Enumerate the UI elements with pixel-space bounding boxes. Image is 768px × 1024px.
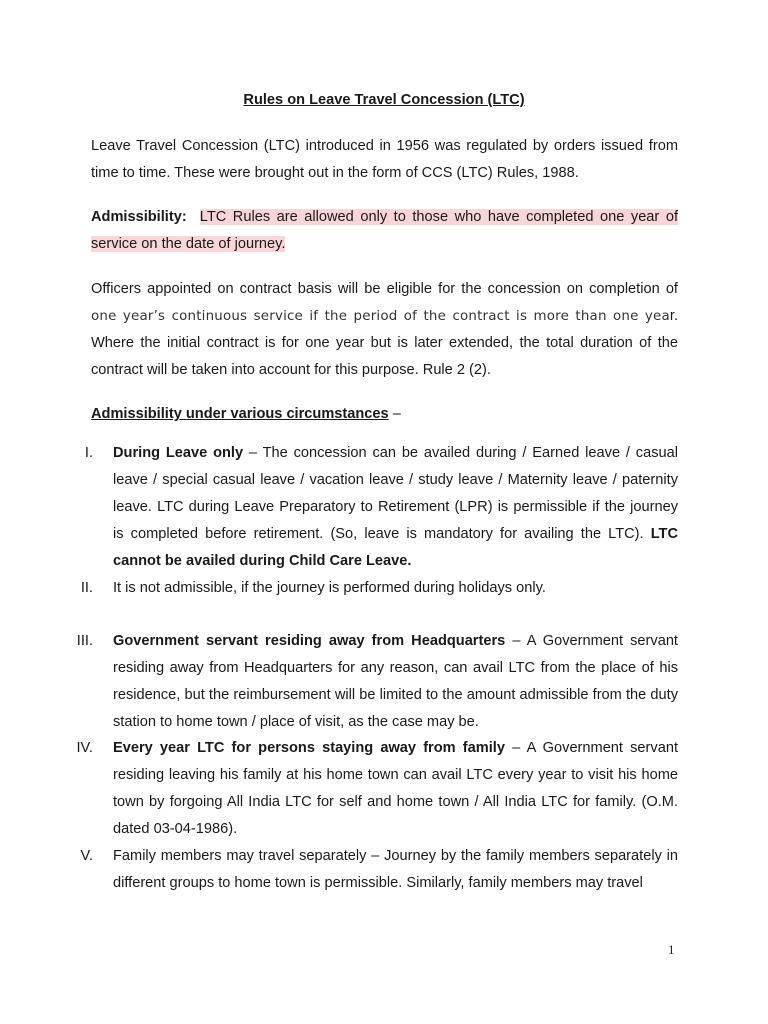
list-item-body: [113, 440, 678, 575]
list-item-bold: During Leave only: [113, 445, 244, 461]
list-item-bold: Every year LTC for persons staying away from family: [113, 740, 505, 756]
list-item-number: IV.: [76, 740, 93, 756]
list-item-number: II.: [80, 580, 93, 596]
circumstances-heading: [91, 401, 678, 428]
list-item-number: I.: [84, 445, 93, 461]
admissibility-highlight: LTC Rules are allowed only to those who have completed one year of service on the date of journey.: [91, 209, 678, 252]
page-title: Rules on Leave Travel Concession (LTC): [243, 92, 525, 108]
circumstances-heading-text: Admissibility under various circumstances: [91, 406, 389, 422]
admissibility-paragraph: [91, 204, 678, 258]
list-item-body: [113, 628, 678, 736]
list-item-number: V.: [80, 848, 93, 864]
list-item-text: – A Government servant residing away from Headquarters for any reason, can avail LTC from the place of his residence, but the reimbursement will be limited to the amount admissible from the duty station to home town / place of visit, as the case may be.: [113, 633, 678, 730]
list-item-body: [113, 735, 678, 843]
list-item-text: – The concession can be availed during / Earned leave / casual leave / special casual leave / vacation leave / study leave / Maternity leave / paternity leave. LTC during Leave Preparatory to Retirement (LPR) is permissible if the journey is completed before retirement. (So, leave is mandatory for availing the LTC).: [113, 445, 678, 542]
list-item-text: – A Government servant residing leaving his family at his home town can avail LTC every year to visit his home town by forgoing All India LTC for self and home town / All India LTC for family. (O.M. dated 03-04-1986).: [113, 740, 678, 837]
list-item-bold: Government servant residing away from Headquarters: [113, 633, 506, 649]
list-item-bold-end: LTC cannot be availed during Child Care Leave.: [113, 526, 678, 569]
intro-paragraph: Leave Travel Concession (LTC) introduced in 1956 was regulated by orders issued from time to time. These were brought out in the form of CCS (LTC) Rules, 1988.: [91, 138, 678, 181]
list-item-body: Family members may travel separately – Journey by the family members separately in different groups to home town is permissible. Similarly, family members may travel: [113, 848, 678, 891]
contract-text-1: Officers appointed on contract basis will be eligible for the concession on completion of: [91, 281, 678, 297]
list-item-body: It is not admissible, if the journey is performed during holidays only.: [113, 580, 546, 596]
contract-paragraph: [91, 276, 678, 384]
page-number: 1: [668, 942, 675, 957]
contract-text-3: r. Where the initial contract is for one year but is later extended, the total duration of the contract will be taken into account for this purpose. Rule 2 (2).: [91, 308, 678, 378]
list-item-number: III.: [76, 633, 93, 649]
circumstances-dash: –: [388, 406, 401, 422]
contract-text-2: one year’s continuous service if the period of the contract is more than one yea: [91, 309, 670, 324]
admissibility-label: Admissibility:: [91, 209, 187, 225]
